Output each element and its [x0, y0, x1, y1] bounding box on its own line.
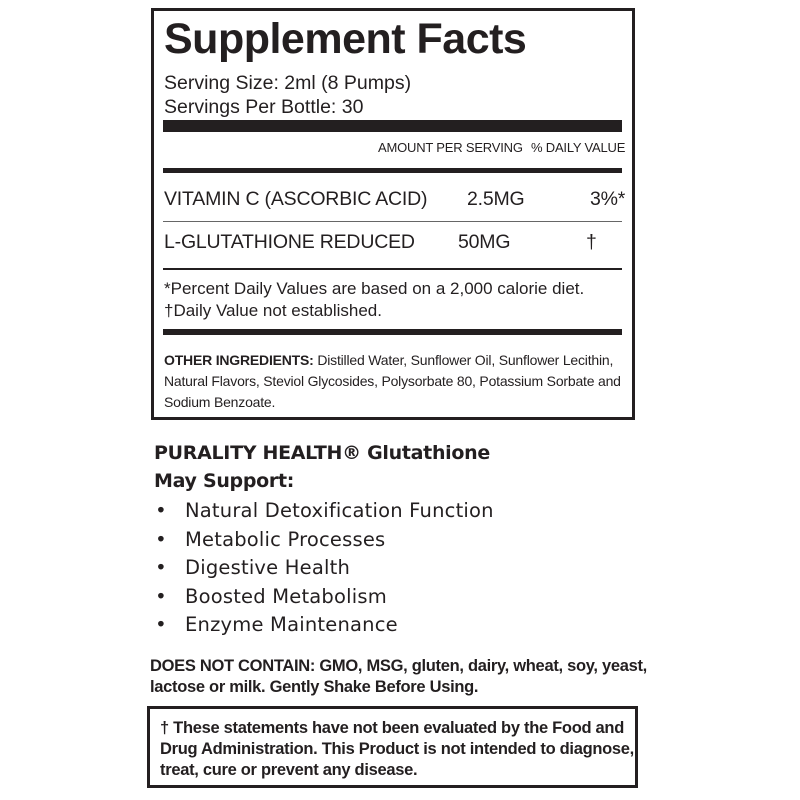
facts-title: Supplement Facts — [164, 15, 527, 63]
thick-divider — [163, 120, 622, 132]
benefit-label: Enzyme Maintenance — [185, 613, 398, 636]
bullet-icon: • — [155, 584, 167, 608]
bullet-icon: • — [155, 527, 167, 551]
nutrient-name-glutathione: L-GLUTATHIONE REDUCED — [164, 231, 415, 253]
header-amount-per-serving: AMOUNT PER SERVING — [378, 140, 523, 155]
benefit-label: Digestive Health — [185, 556, 350, 579]
bullet-icon: • — [155, 613, 167, 636]
serving-size: Serving Size: 2ml (8 Pumps) — [164, 72, 412, 94]
nutrient-name-vitamin-c: VITAMIN C (ASCORBIC ACID) — [164, 188, 428, 210]
nutrient-daily-value-vitamin-c: 3%* — [590, 188, 626, 210]
footnote-not-established: †Daily Value not established. — [164, 301, 382, 320]
header-daily-value: % DAILY VALUE — [531, 140, 626, 155]
benefit-label: Natural Detoxification Function — [185, 499, 494, 522]
supplement-facts-panel — [151, 8, 635, 420]
benefit-label: Metabolic Processes — [185, 527, 386, 551]
brand-line: PURALITY HEALTH® Glutathione — [154, 442, 490, 464]
other-ingredients-label: OTHER INGREDIENTS: — [164, 352, 314, 368]
servings-per-bottle: Servings Per Bottle: 30 — [164, 96, 364, 118]
ingredients-divider — [163, 329, 622, 335]
row-divider — [163, 221, 622, 222]
bullet-icon: • — [155, 556, 167, 579]
row-divider-bottom — [163, 268, 622, 270]
footnote-daily-values: *Percent Daily Values are based on a 2,000 calorie diet. — [164, 279, 585, 298]
fda-disclaimer: † These statements have not been evaluated by the Food and Drug Administration. This Product is not intended to diagnose, treat, cure or prevent any disease. — [160, 719, 634, 779]
other-ingredients — [164, 350, 624, 413]
bullet-icon: • — [155, 499, 167, 522]
nutrient-amount-glutathione: 50MG — [458, 231, 511, 253]
fda-disclaimer-box — [147, 706, 638, 788]
does-not-contain-notice: DOES NOT CONTAIN: GMO, MSG, gluten, dairy, wheat, soy, yeast, lactose or milk. Gently Shake Before Using. — [150, 657, 647, 696]
benefit-label: Boosted Metabolism — [185, 584, 387, 608]
other-ingredients-text: Distilled Water, Sunflower Oil, Sunflower Lecithin, Natural Flavors, Steviol Glycosides, Polysorbate 80, Potassium Sorbate and Sodium Benzoate. — [164, 352, 621, 410]
nutrient-daily-value-glutathione: † — [586, 231, 597, 253]
may-support-heading: May Support: — [154, 470, 295, 492]
header-divider — [163, 168, 622, 173]
nutrient-amount-vitamin-c: 2.5MG — [467, 188, 525, 210]
